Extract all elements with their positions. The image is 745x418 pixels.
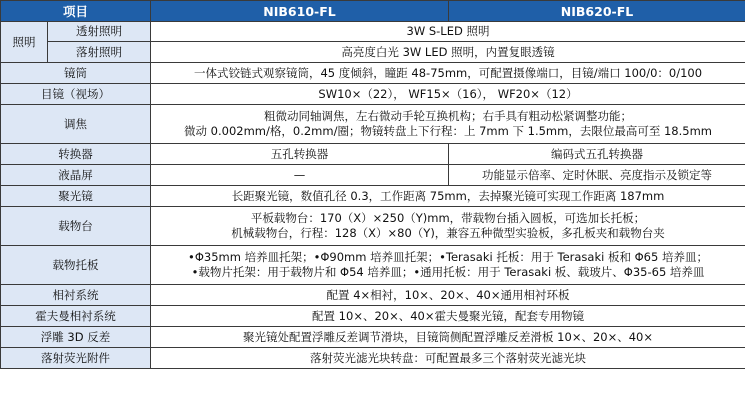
row-nosepiece — [1, 144, 745, 165]
row-eyepiece — [1, 84, 745, 105]
lcd-value-b: 功能显示倍率、定时休眠、亮度指示及锁定等 — [449, 165, 745, 186]
tube-value: 一体式铰链式观察镜筒，45 度倾斜，瞳距 48-75mm，可配置摄像端口，目镜/端口 100/0：0/100 — [151, 63, 745, 84]
phase-label: 相衬系统 — [1, 285, 151, 306]
row-focus — [1, 105, 745, 144]
holder-line-1: •Φ35mm 培养皿托架；•Φ90mm 培养皿托架；•Terasaki 托板：用于 Terasaki 板和 Φ65 培养皿； — [188, 250, 708, 264]
row-lcd — [1, 165, 745, 186]
row-fluorescence — [1, 348, 745, 369]
stage-value — [151, 207, 745, 246]
header-model-b: NIB620-FL — [449, 1, 745, 22]
header-row — [1, 1, 745, 22]
row-reflected-illumination — [1, 42, 745, 63]
tube-label: 镜筒 — [1, 63, 151, 84]
fluorescence-label: 落射荧光附件 — [1, 348, 151, 369]
relief-value: 聚光镜处配置浮雕反差调节滑块，目镜筒侧配置浮雕反差滑板 10×、20×、40× — [151, 327, 745, 348]
focus-label: 调焦 — [1, 105, 151, 144]
phase-value: 配置 4×相衬，10×、20×、40×通用相衬环板 — [151, 285, 745, 306]
stage-line-2: 机械载物台，行程：128（X）×80（Y)，兼容五种微型实验板，多孔板夹和载物台夹 — [231, 226, 665, 240]
condenser-value: 长距聚光镜，数值孔径 0.3，工作距离 75mm，去掉聚光镜可实现工作距离 187mm — [151, 186, 745, 207]
header-model-a: NIB610-FL — [151, 1, 449, 22]
transmitted-value: 3W S-LED 照明 — [151, 22, 745, 42]
holder-line-2: •载物片托架：用于载物片和 Φ54 培养皿；•通用托板：用于 Terasaki 板、载玻片、Φ35-65 培养皿 — [191, 265, 705, 279]
lcd-label: 液晶屏 — [1, 165, 151, 186]
focus-line-2: 微动 0.002mm/格，0.2mm/圈；物镜转盘上下行程：上 7mm 下 1.5mm，去限位最高可至 18.5mm — [184, 124, 712, 138]
fluorescence-value: 落射荧光滤光块转盘：可配置最多三个落射荧光滤光块 — [151, 348, 745, 369]
row-holder — [1, 246, 745, 285]
lcd-value-a: — — [151, 165, 449, 186]
row-condenser — [1, 186, 745, 207]
reflected-label: 落射照明 — [48, 42, 151, 63]
focus-value — [151, 105, 745, 144]
nosepiece-label: 转换器 — [1, 144, 151, 165]
row-hoffman — [1, 306, 745, 327]
holder-value — [151, 246, 745, 285]
row-stage — [1, 207, 745, 246]
holder-label: 载物托板 — [1, 246, 151, 285]
reflected-value: 高亮度白光 3W LED 照明，内置复眼透镜 — [151, 42, 745, 63]
eyepiece-label: 目镜（视场） — [1, 84, 151, 105]
stage-label: 载物台 — [1, 207, 151, 246]
focus-line-1: 粗微动同轴调焦，左右微动手轮互换机构；右手具有粗动松紧调整功能； — [264, 109, 633, 123]
illumination-label: 照明 — [1, 22, 48, 63]
transmitted-label: 透射照明 — [48, 22, 151, 42]
condenser-label: 聚光镜 — [1, 186, 151, 207]
row-tube — [1, 63, 745, 84]
nosepiece-value-b: 编码式五孔转换器 — [449, 144, 745, 165]
nosepiece-value-a: 五孔转换器 — [151, 144, 449, 165]
header-item: 项目 — [1, 1, 151, 22]
hoffman-value: 配置 10×、20×、40×霍夫曼聚光镜，配套专用物镜 — [151, 306, 745, 327]
row-relief — [1, 327, 745, 348]
relief-label: 浮雕 3D 反差 — [1, 327, 151, 348]
stage-line-1: 平板载物台：170（X）×250（Y)mm，带载物台插入圆板，可选加长托板； — [250, 211, 646, 225]
row-transmitted-illumination — [1, 22, 745, 42]
row-phase — [1, 285, 745, 306]
hoffman-label: 霍夫曼相衬系统 — [1, 306, 151, 327]
eyepiece-value: SW10×（22）， WF15×（16）， WF20×（12） — [151, 84, 745, 105]
